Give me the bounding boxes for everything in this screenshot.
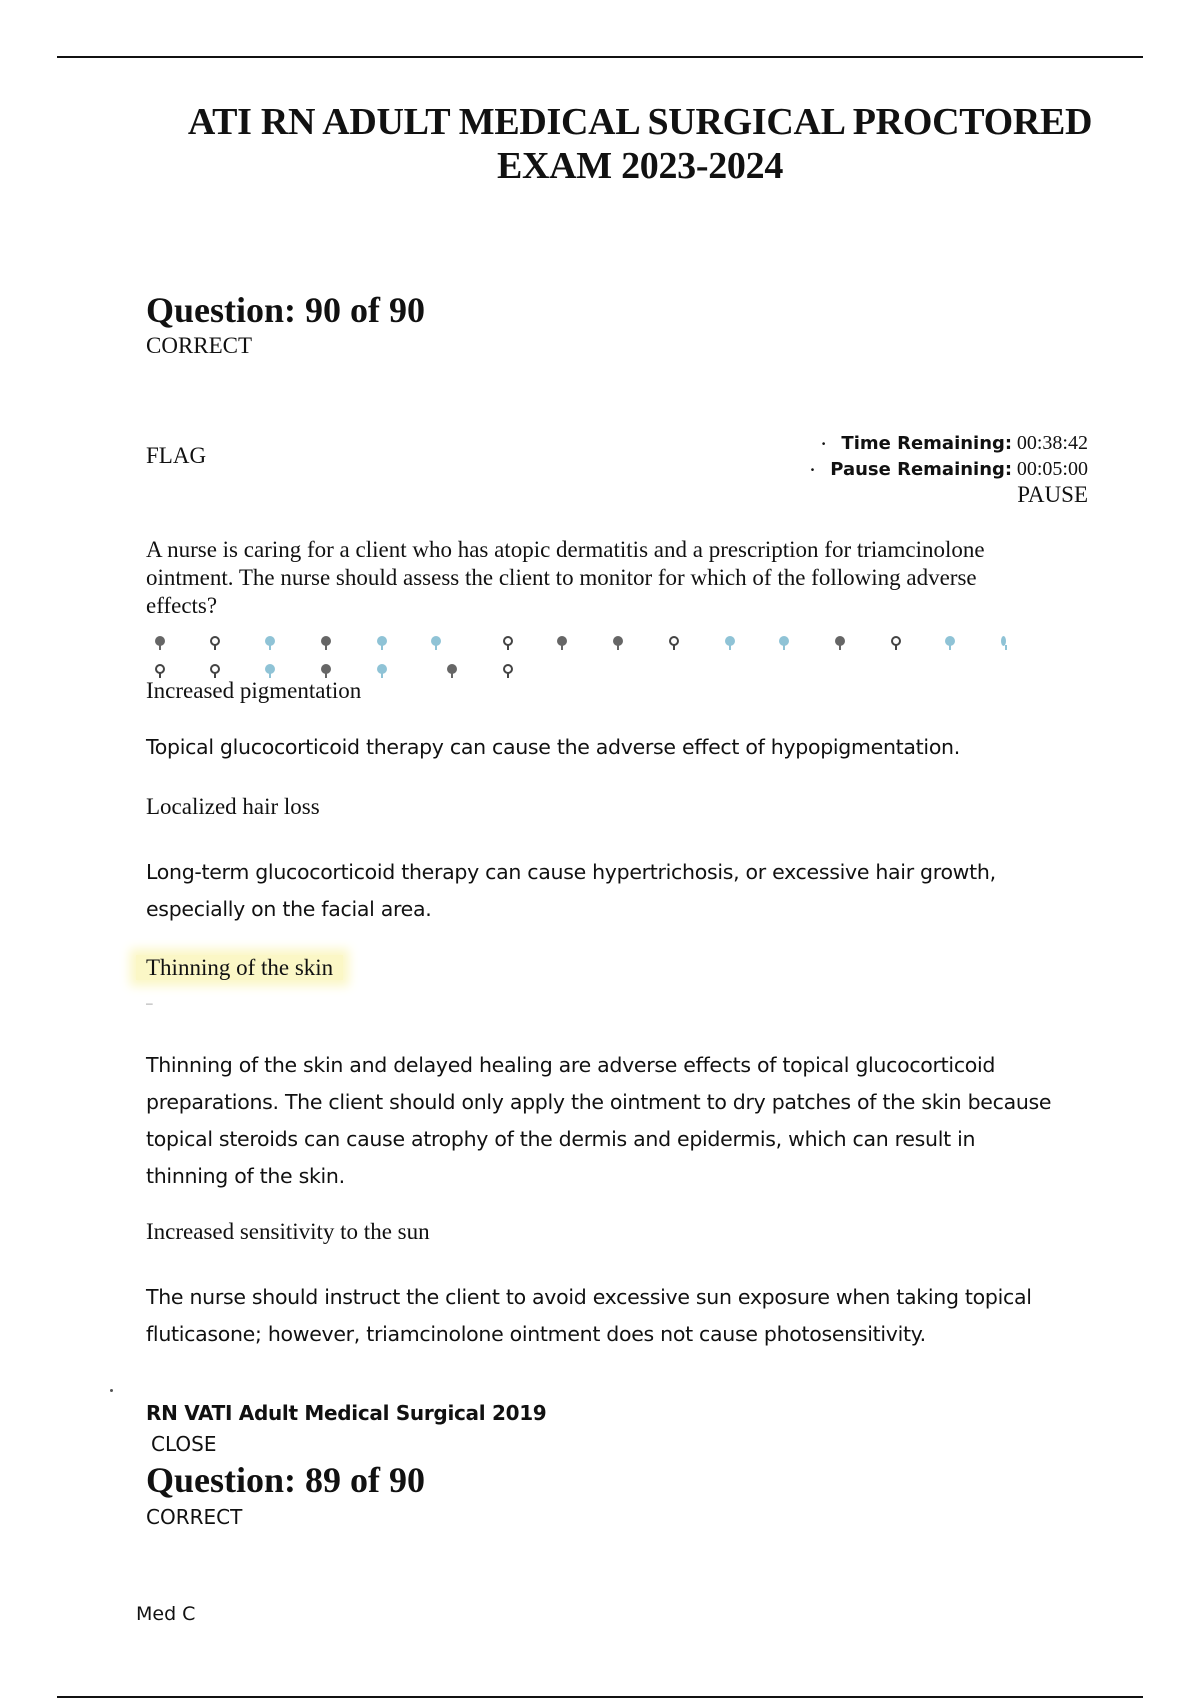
rationale-thinning-of-the-skin	[146, 1047, 1086, 1195]
category-label: Med C	[136, 1603, 196, 1625]
question-90-heading: Question: 90 of 90	[146, 290, 425, 330]
section-title: RN VATI Adult Medical Surgical 2019	[146, 1401, 547, 1425]
dot-icon	[945, 636, 955, 646]
dot-icon	[503, 636, 513, 646]
dot-icon	[891, 636, 901, 646]
dash-mark: –	[146, 996, 153, 1010]
dot-icon	[210, 664, 220, 674]
rationale-line: especially on the facial area.	[146, 897, 432, 921]
bullet-icon: •	[821, 438, 826, 450]
question-stem	[146, 536, 1056, 620]
rationale-line: thinning of the skin.	[146, 1164, 345, 1188]
top-rule	[57, 56, 1143, 58]
flag-button[interactable]: FLAG	[146, 443, 207, 468]
dot-icon	[321, 636, 331, 646]
rationale-increased-sensitivity-to-sun	[146, 1279, 1086, 1353]
bottom-rule	[57, 1696, 1143, 1698]
pause-remaining	[811, 456, 1088, 484]
document-title	[140, 100, 1140, 188]
dot-icon	[779, 636, 789, 646]
bullet-icon: •	[810, 464, 815, 476]
time-remaining	[822, 430, 1088, 458]
question-stem-line3: effects?	[146, 593, 218, 618]
time-remaining-label: Time Remaining:	[841, 433, 1013, 454]
question-89-heading: Question: 89 of 90	[146, 1460, 425, 1500]
dot-icon	[557, 636, 567, 646]
question-90-status: CORRECT	[146, 333, 253, 358]
dot-icon	[377, 636, 387, 646]
option-localized-hair-loss[interactable]: Localized hair loss	[146, 794, 320, 819]
dot-icon	[1001, 636, 1006, 646]
dot-icon	[431, 636, 441, 646]
rationale-line: Topical glucocorticoid therapy can cause the adverse effect of hypopigmentation.	[146, 735, 960, 759]
dot-icon	[503, 664, 513, 674]
dot-icon	[265, 636, 275, 646]
close-button[interactable]: CLOSE	[151, 1432, 217, 1456]
rationale-line: The nurse should instruct the client to avoid excessive sun exposure when taking topical	[146, 1285, 1032, 1309]
rationale-increased-pigmentation	[146, 729, 1086, 766]
stray-dot	[110, 1389, 113, 1392]
rationale-line: preparations. The client should only apply the ointment to dry patches of the skin because	[146, 1090, 1052, 1114]
rationale-localized-hair-loss	[146, 854, 1086, 928]
dot-icon	[613, 636, 623, 646]
dot-icon	[377, 664, 387, 674]
dot-icon	[321, 664, 331, 674]
dot-icon	[155, 636, 165, 646]
dot-icon	[835, 636, 845, 646]
dot-icon	[265, 664, 275, 674]
rationale-line: fluticasone; however, triamcinolone ointment does not cause photosensitivity.	[146, 1322, 926, 1346]
option-increased-sensitivity-to-sun[interactable]: Increased sensitivity to the sun	[146, 1219, 430, 1244]
question-stem-line1: A nurse is caring for a client who has atopic dermatitis and a prescription for triamcinolone	[146, 537, 985, 562]
dot-icon	[155, 664, 165, 674]
dot-icon	[725, 636, 735, 646]
dot-icon	[210, 636, 220, 646]
pause-remaining-value: 00:05:00	[1016, 458, 1088, 480]
dot-icon	[447, 664, 457, 674]
question-89-status: CORRECT	[146, 1505, 243, 1529]
rationale-line: Thinning of the skin and delayed healing are adverse effects of topical glucocorticoid	[146, 1053, 996, 1077]
document-title-line2: EXAM 2023-2024	[496, 145, 784, 187]
question-stem-line2: ointment. The nurse should assess the client to monitor for which of the following adverse	[146, 565, 977, 590]
pause-remaining-label: Pause Remaining:	[830, 459, 1013, 480]
dot-icon	[669, 636, 679, 646]
option-thinning-of-the-skin[interactable]	[146, 954, 343, 982]
pause-button[interactable]: PAUSE	[1017, 482, 1088, 507]
rationale-line: topical steroids can cause atrophy of the dermis and epidermis, which can result in	[146, 1127, 976, 1151]
time-remaining-value: 00:38:42	[1016, 432, 1088, 454]
option-increased-pigmentation[interactable]: Increased pigmentation	[146, 678, 362, 703]
document-title-line1: ATI RN ADULT MEDICAL SURGICAL PROCTORED	[187, 101, 1093, 143]
rationale-line: Long-term glucocorticoid therapy can cause hypertrichosis, or excessive hair growth,	[146, 860, 996, 884]
option-thinning-of-the-skin-label: Thinning of the skin	[136, 955, 343, 980]
